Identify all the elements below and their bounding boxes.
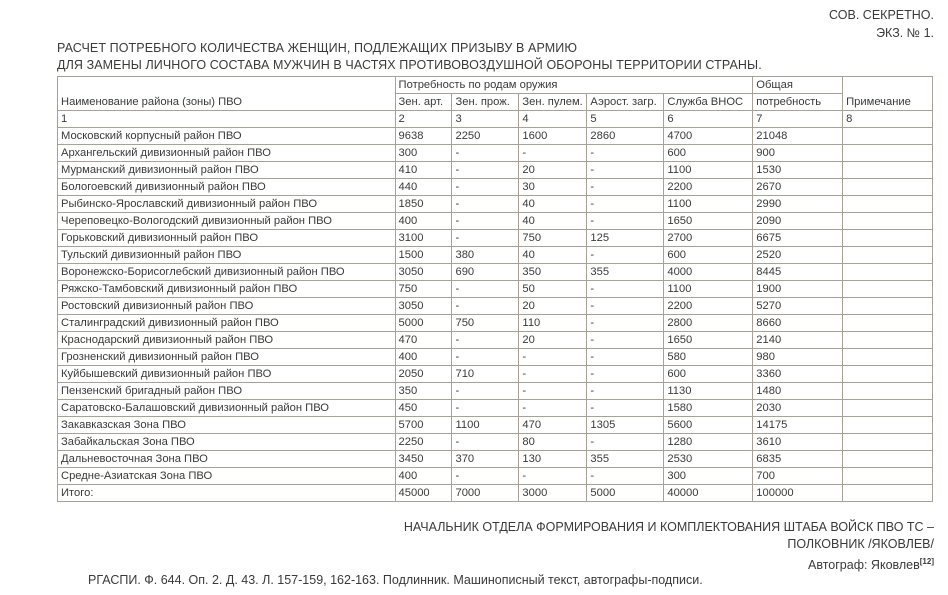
table-cell: 710 <box>452 366 519 383</box>
table-cell <box>843 128 933 145</box>
table-cell: 410 <box>395 162 452 179</box>
table-cell: 350 <box>395 383 452 400</box>
table-cell: - <box>587 298 664 315</box>
table-cell: - <box>587 400 664 417</box>
table-cell: 5270 <box>753 298 843 315</box>
table-cell: 600 <box>664 366 753 383</box>
table-cell: 20 <box>519 162 587 179</box>
table-cell: 1480 <box>753 383 843 400</box>
autograph-text: Автограф: Яковлев <box>808 558 920 573</box>
table-cell: 130 <box>519 451 587 468</box>
table-row <box>58 315 933 332</box>
header-col-zen-prozh: Зен. прож. <box>452 94 519 111</box>
table-cell: 2140 <box>753 332 843 349</box>
table-cell: 2200 <box>664 298 753 315</box>
table-cell: 450 <box>395 400 452 417</box>
table-row <box>58 366 933 383</box>
table-cell <box>843 434 933 451</box>
district-name: Саратовско-Балашовский дивизионный район ПВО <box>58 400 396 417</box>
table-cell: 50 <box>519 281 587 298</box>
table-cell: 2860 <box>587 128 664 145</box>
district-name: Московский корпусный район ПВО <box>58 128 396 145</box>
district-name: Архангельский дивизионный район ПВО <box>58 145 396 162</box>
table-cell: 2090 <box>753 213 843 230</box>
table-cell: 4000 <box>664 264 753 281</box>
table-cell: - <box>519 468 587 485</box>
table-cell: 1530 <box>753 162 843 179</box>
table-cell <box>843 264 933 281</box>
table-cell: 5000 <box>395 315 452 332</box>
table-cell: 750 <box>452 315 519 332</box>
table-cell: 1130 <box>664 383 753 400</box>
table-cell: - <box>452 400 519 417</box>
header-note: Примечание <box>843 77 933 111</box>
district-name: Ряжско-Тамбовский дивизионный район ПВО <box>58 281 396 298</box>
table-row <box>58 434 933 451</box>
table-cell: 1600 <box>519 128 587 145</box>
table-cell: 400 <box>395 468 452 485</box>
copy-number: ЭКЗ. № 1. <box>876 26 934 40</box>
autograph-line <box>404 553 934 574</box>
table-cell: - <box>587 332 664 349</box>
district-name: Дальневосточная Зона ПВО <box>58 451 396 468</box>
header-name: Наименование района (зоны) ПВО <box>58 77 396 111</box>
table-cell <box>843 145 933 162</box>
district-name: Пензенский бригадный район ПВО <box>58 383 396 400</box>
table-cell: 3100 <box>395 230 452 247</box>
district-name: Воронежско-Борисоглебский дивизионный район ПВО <box>58 264 396 281</box>
table-cell: - <box>452 332 519 349</box>
table-row <box>58 264 933 281</box>
table-cell: 3050 <box>395 264 452 281</box>
table-cell: 5600 <box>664 417 753 434</box>
table-cell: 20 <box>519 298 587 315</box>
district-name: Мурманский дивизионный район ПВО <box>58 162 396 179</box>
table-cell: 20 <box>519 332 587 349</box>
district-name: Сталинградский дивизионный район ПВО <box>58 315 396 332</box>
table-cell <box>843 451 933 468</box>
table-cell <box>843 247 933 264</box>
table-cell: 750 <box>519 230 587 247</box>
table-cell: 600 <box>664 247 753 264</box>
table-cell: 3000 <box>519 485 587 502</box>
table-cell: 300 <box>395 145 452 162</box>
table-cell: 1280 <box>664 434 753 451</box>
table-cell: 2030 <box>753 400 843 417</box>
col-number: 7 <box>753 111 843 128</box>
col-number: 5 <box>587 111 664 128</box>
table-cell: 355 <box>587 264 664 281</box>
table-cell: - <box>587 468 664 485</box>
title-line-1: РАСЧЕТ ПОТРЕБНОГО КОЛИЧЕСТВА ЖЕНЩИН, ПОДЛЕЖАЩИХ ПРИЗЫВУ В АРМИЮ <box>57 41 578 55</box>
table-cell: - <box>519 349 587 366</box>
table-cell: 8660 <box>753 315 843 332</box>
signer-position: НАЧАЛЬНИК ОТДЕЛА ФОРМИРОВАНИЯ И КОМПЛЕКТОВАНИЯ ШТАБА ВОЙСК ПВО ТС – <box>403 520 934 534</box>
table-cell: 355 <box>587 451 664 468</box>
district-name: Рыбинско-Ярославский дивизионный район ПВО <box>58 196 396 213</box>
table-cell: - <box>519 145 587 162</box>
secrecy-stamp <box>829 6 934 42</box>
table-cell: 300 <box>664 468 753 485</box>
table-cell: 2200 <box>664 179 753 196</box>
table-cell <box>843 332 933 349</box>
secrecy-label: СОВ. СЕКРЕТНО. <box>829 8 934 22</box>
table-row <box>58 332 933 349</box>
col-number: 6 <box>664 111 753 128</box>
table-cell: 900 <box>753 145 843 162</box>
table-cell: 2050 <box>395 366 452 383</box>
table-cell: - <box>452 298 519 315</box>
table-cell: 2700 <box>664 230 753 247</box>
table-cell: - <box>587 179 664 196</box>
header-col-aerost: Аэрост. загр. <box>587 94 664 111</box>
table-cell: - <box>452 213 519 230</box>
header-col-vnos: Служба ВНОС <box>664 94 753 111</box>
table-row <box>58 417 933 434</box>
table-cell: 1580 <box>664 400 753 417</box>
table-row <box>58 128 933 145</box>
table-row <box>58 383 933 400</box>
district-name: Итого: <box>58 485 396 502</box>
table-cell: 100000 <box>753 485 843 502</box>
table-cell: 2250 <box>452 128 519 145</box>
table-cell: - <box>587 315 664 332</box>
table-cell <box>843 230 933 247</box>
table-cell: - <box>452 162 519 179</box>
header-group: Потребность по родам оружия <box>395 77 753 94</box>
table-cell: - <box>587 366 664 383</box>
table-cell: 1100 <box>664 196 753 213</box>
table-cell: - <box>587 145 664 162</box>
table-row <box>58 298 933 315</box>
archive-source: РГАСПИ. Ф. 644. Оп. 2. Д. 43. Л. 157-159, 162-163. Подлинник. Машинописный текст, автографы-подписи. <box>88 573 703 587</box>
district-name: Ростовский дивизионный район ПВО <box>58 298 396 315</box>
table-cell <box>843 366 933 383</box>
district-name: Тульский дивизионный район ПВО <box>58 247 396 264</box>
table-cell: 2670 <box>753 179 843 196</box>
table-cell: 1500 <box>395 247 452 264</box>
table-cell: 1650 <box>664 332 753 349</box>
table-cell <box>843 179 933 196</box>
table-cell: 5700 <box>395 417 452 434</box>
table-cell: - <box>587 247 664 264</box>
table-row <box>58 349 933 366</box>
table-cell: 3450 <box>395 451 452 468</box>
table-cell: 2530 <box>664 451 753 468</box>
table-cell: 110 <box>519 315 587 332</box>
header-total-1: Общая <box>753 77 843 94</box>
table-cell: 370 <box>452 451 519 468</box>
table-cell: 580 <box>664 349 753 366</box>
table-cell: 3610 <box>753 434 843 451</box>
table-cell <box>843 213 933 230</box>
district-name: Бологоевский дивизионный район ПВО <box>58 179 396 196</box>
table-cell: 6675 <box>753 230 843 247</box>
table-cell: - <box>519 383 587 400</box>
table-cell <box>843 417 933 434</box>
district-name: Средне-Азиатская Зона ПВО <box>58 468 396 485</box>
table-cell <box>843 400 933 417</box>
table-cell: - <box>587 434 664 451</box>
table-cell: 40 <box>519 213 587 230</box>
table-cell: 40000 <box>664 485 753 502</box>
col-number: 3 <box>452 111 519 128</box>
table-cell: 690 <box>452 264 519 281</box>
col-number: 8 <box>843 111 933 128</box>
table-cell: 2250 <box>395 434 452 451</box>
table-cell: - <box>452 179 519 196</box>
table-cell: 2800 <box>664 315 753 332</box>
header-row-1 <box>58 77 933 94</box>
signer-rank-name: ПОЛКОВНИК /ЯКОВЛЕВ/ <box>787 537 934 551</box>
district-name: Горьковский дивизионный район ПВО <box>58 230 396 247</box>
demand-table <box>57 76 933 502</box>
table-row <box>58 230 933 247</box>
district-name: Краснодарский дивизионный район ПВО <box>58 332 396 349</box>
district-name: Забайкальская Зона ПВО <box>58 434 396 451</box>
table-cell: - <box>587 162 664 179</box>
table-cell: 21048 <box>753 128 843 145</box>
table-cell: 40 <box>519 247 587 264</box>
table-cell: 30 <box>519 179 587 196</box>
table-cell <box>843 485 933 502</box>
table-row <box>58 281 933 298</box>
table-row <box>58 468 933 485</box>
table-cell: 9638 <box>395 128 452 145</box>
table-cell: - <box>452 145 519 162</box>
table-cell <box>843 349 933 366</box>
header-total-2: потребность <box>753 94 843 111</box>
district-name: Грозненский дивизионный район ПВО <box>58 349 396 366</box>
table-row <box>58 179 933 196</box>
table-cell: - <box>587 196 664 213</box>
col-number: 2 <box>395 111 452 128</box>
table-cell: 400 <box>395 213 452 230</box>
table-cell: - <box>452 468 519 485</box>
table-cell: 350 <box>519 264 587 281</box>
table-cell: 40 <box>519 196 587 213</box>
district-name: Череповецко-Вологодский дивизионный район ПВО <box>58 213 396 230</box>
district-name: Куйбышевский дивизионный район ПВО <box>58 366 396 383</box>
table-cell: 440 <box>395 179 452 196</box>
table-cell <box>843 383 933 400</box>
district-name: Закавказская Зона ПВО <box>58 417 396 434</box>
table-cell: 2520 <box>753 247 843 264</box>
table-cell: - <box>587 349 664 366</box>
signature-block <box>404 519 934 574</box>
table-cell: 45000 <box>395 485 452 502</box>
table-cell: - <box>519 400 587 417</box>
table-cell: 1100 <box>664 162 753 179</box>
title-line-2: ДЛЯ ЗАМЕНЫ ЛИЧНОГО СОСТАВА МУЖЧИН В ЧАСТЯХ ПРОТИВОВОЗДУШНОЙ ОБОРОНЫ ТЕРРИТОРИИ СТРАНЫ. <box>57 58 762 72</box>
table-cell: - <box>452 230 519 247</box>
table-cell: 1850 <box>395 196 452 213</box>
table-cell: 750 <box>395 281 452 298</box>
table-cell: 3360 <box>753 366 843 383</box>
table-cell <box>843 162 933 179</box>
table-cell: 80 <box>519 434 587 451</box>
table-cell: 980 <box>753 349 843 366</box>
footnote-ref: [12] <box>919 557 934 566</box>
table-cell: 2990 <box>753 196 843 213</box>
table-cell <box>843 468 933 485</box>
table-cell: 1100 <box>664 281 753 298</box>
table-cell: 1305 <box>587 417 664 434</box>
table-row <box>58 451 933 468</box>
table-cell: 400 <box>395 349 452 366</box>
table-cell: 470 <box>395 332 452 349</box>
table-cell: 4700 <box>664 128 753 145</box>
table-cell: 1650 <box>664 213 753 230</box>
header-col-zen-art: Зен. арт. <box>395 94 452 111</box>
table-cell: - <box>452 196 519 213</box>
table-cell: - <box>452 383 519 400</box>
document-title <box>57 40 762 74</box>
table-row <box>58 162 933 179</box>
table-cell: 470 <box>519 417 587 434</box>
table-cell <box>843 196 933 213</box>
table-row <box>58 145 933 162</box>
table-cell <box>843 281 933 298</box>
table-cell: - <box>452 281 519 298</box>
table-cell: 7000 <box>452 485 519 502</box>
col-number: 1 <box>58 111 396 128</box>
table-cell: - <box>452 349 519 366</box>
table-cell <box>843 298 933 315</box>
table-cell: - <box>519 366 587 383</box>
table-cell: 5000 <box>587 485 664 502</box>
table-cell: 6835 <box>753 451 843 468</box>
column-number-row <box>58 111 933 128</box>
table-row <box>58 400 933 417</box>
table-cell: 1100 <box>452 417 519 434</box>
table-cell: - <box>587 281 664 298</box>
table-cell: 600 <box>664 145 753 162</box>
col-number: 4 <box>519 111 587 128</box>
table-cell <box>843 315 933 332</box>
table-cell: - <box>452 434 519 451</box>
table-cell: 8445 <box>753 264 843 281</box>
table-row <box>58 247 933 264</box>
table-cell: - <box>587 213 664 230</box>
table-cell: 700 <box>753 468 843 485</box>
table-row <box>58 213 933 230</box>
table-row <box>58 196 933 213</box>
table-cell: 14175 <box>753 417 843 434</box>
header-col-zen-pulem: Зен. пулем. <box>519 94 587 111</box>
table-cell: 125 <box>587 230 664 247</box>
table-cell: 380 <box>452 247 519 264</box>
total-row <box>58 485 933 502</box>
table-cell: 3050 <box>395 298 452 315</box>
table-cell: - <box>587 383 664 400</box>
table-cell: 1900 <box>753 281 843 298</box>
